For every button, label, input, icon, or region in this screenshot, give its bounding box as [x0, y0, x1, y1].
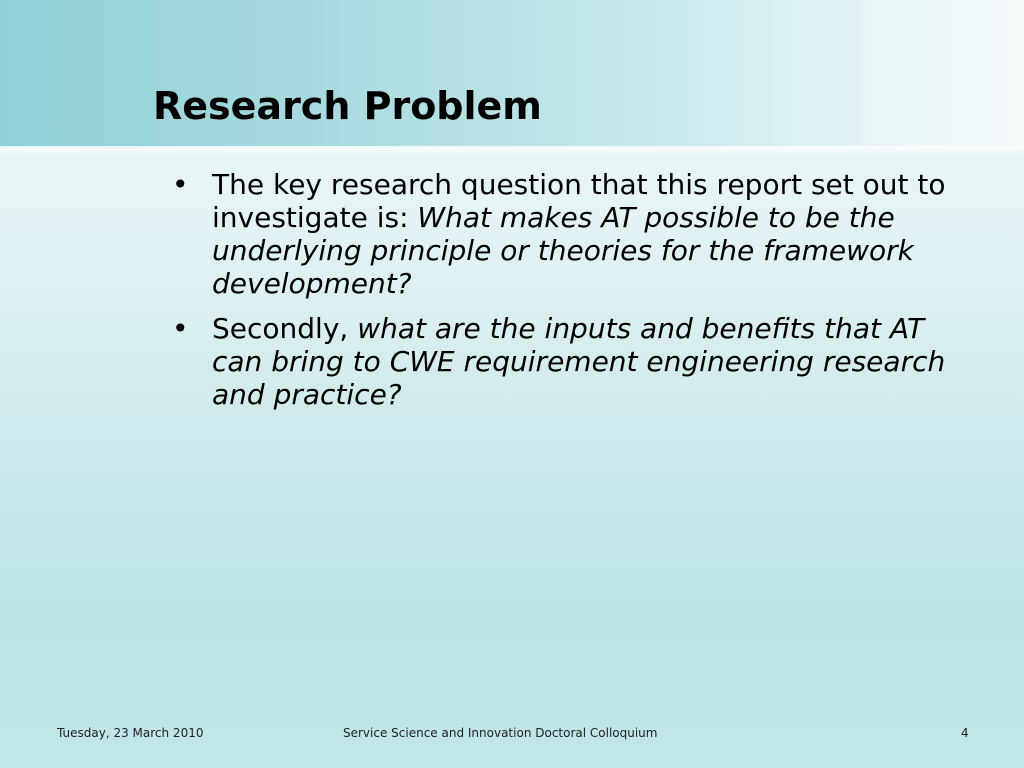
slide-title: Research Problem	[153, 84, 542, 128]
bullet-text-italic: what are the inputs and benefits that AT can bring to CWE requirement engineering research and practice?	[212, 312, 946, 411]
footer-date: Tuesday, 23 March 2010	[57, 726, 204, 740]
bullet-item-research-question	[172, 168, 962, 300]
slide-number: 4	[961, 726, 969, 740]
bullet-marker: •	[172, 312, 189, 345]
bullet-list	[172, 168, 962, 423]
bullet-marker: •	[172, 168, 189, 201]
bullet-text-normal: Secondly,	[212, 312, 358, 345]
title-band-highlight	[0, 146, 1024, 156]
footer-title: Service Science and Innovation Doctoral Colloquium	[343, 726, 658, 740]
bullet-text-normal: The key research question that this report set out to investigate is:	[212, 168, 946, 234]
bullet-text-italic: What makes AT possible to be the underlying principle or theories for the framework development?	[212, 201, 914, 300]
bullet-item-inputs-benefits	[172, 312, 962, 411]
